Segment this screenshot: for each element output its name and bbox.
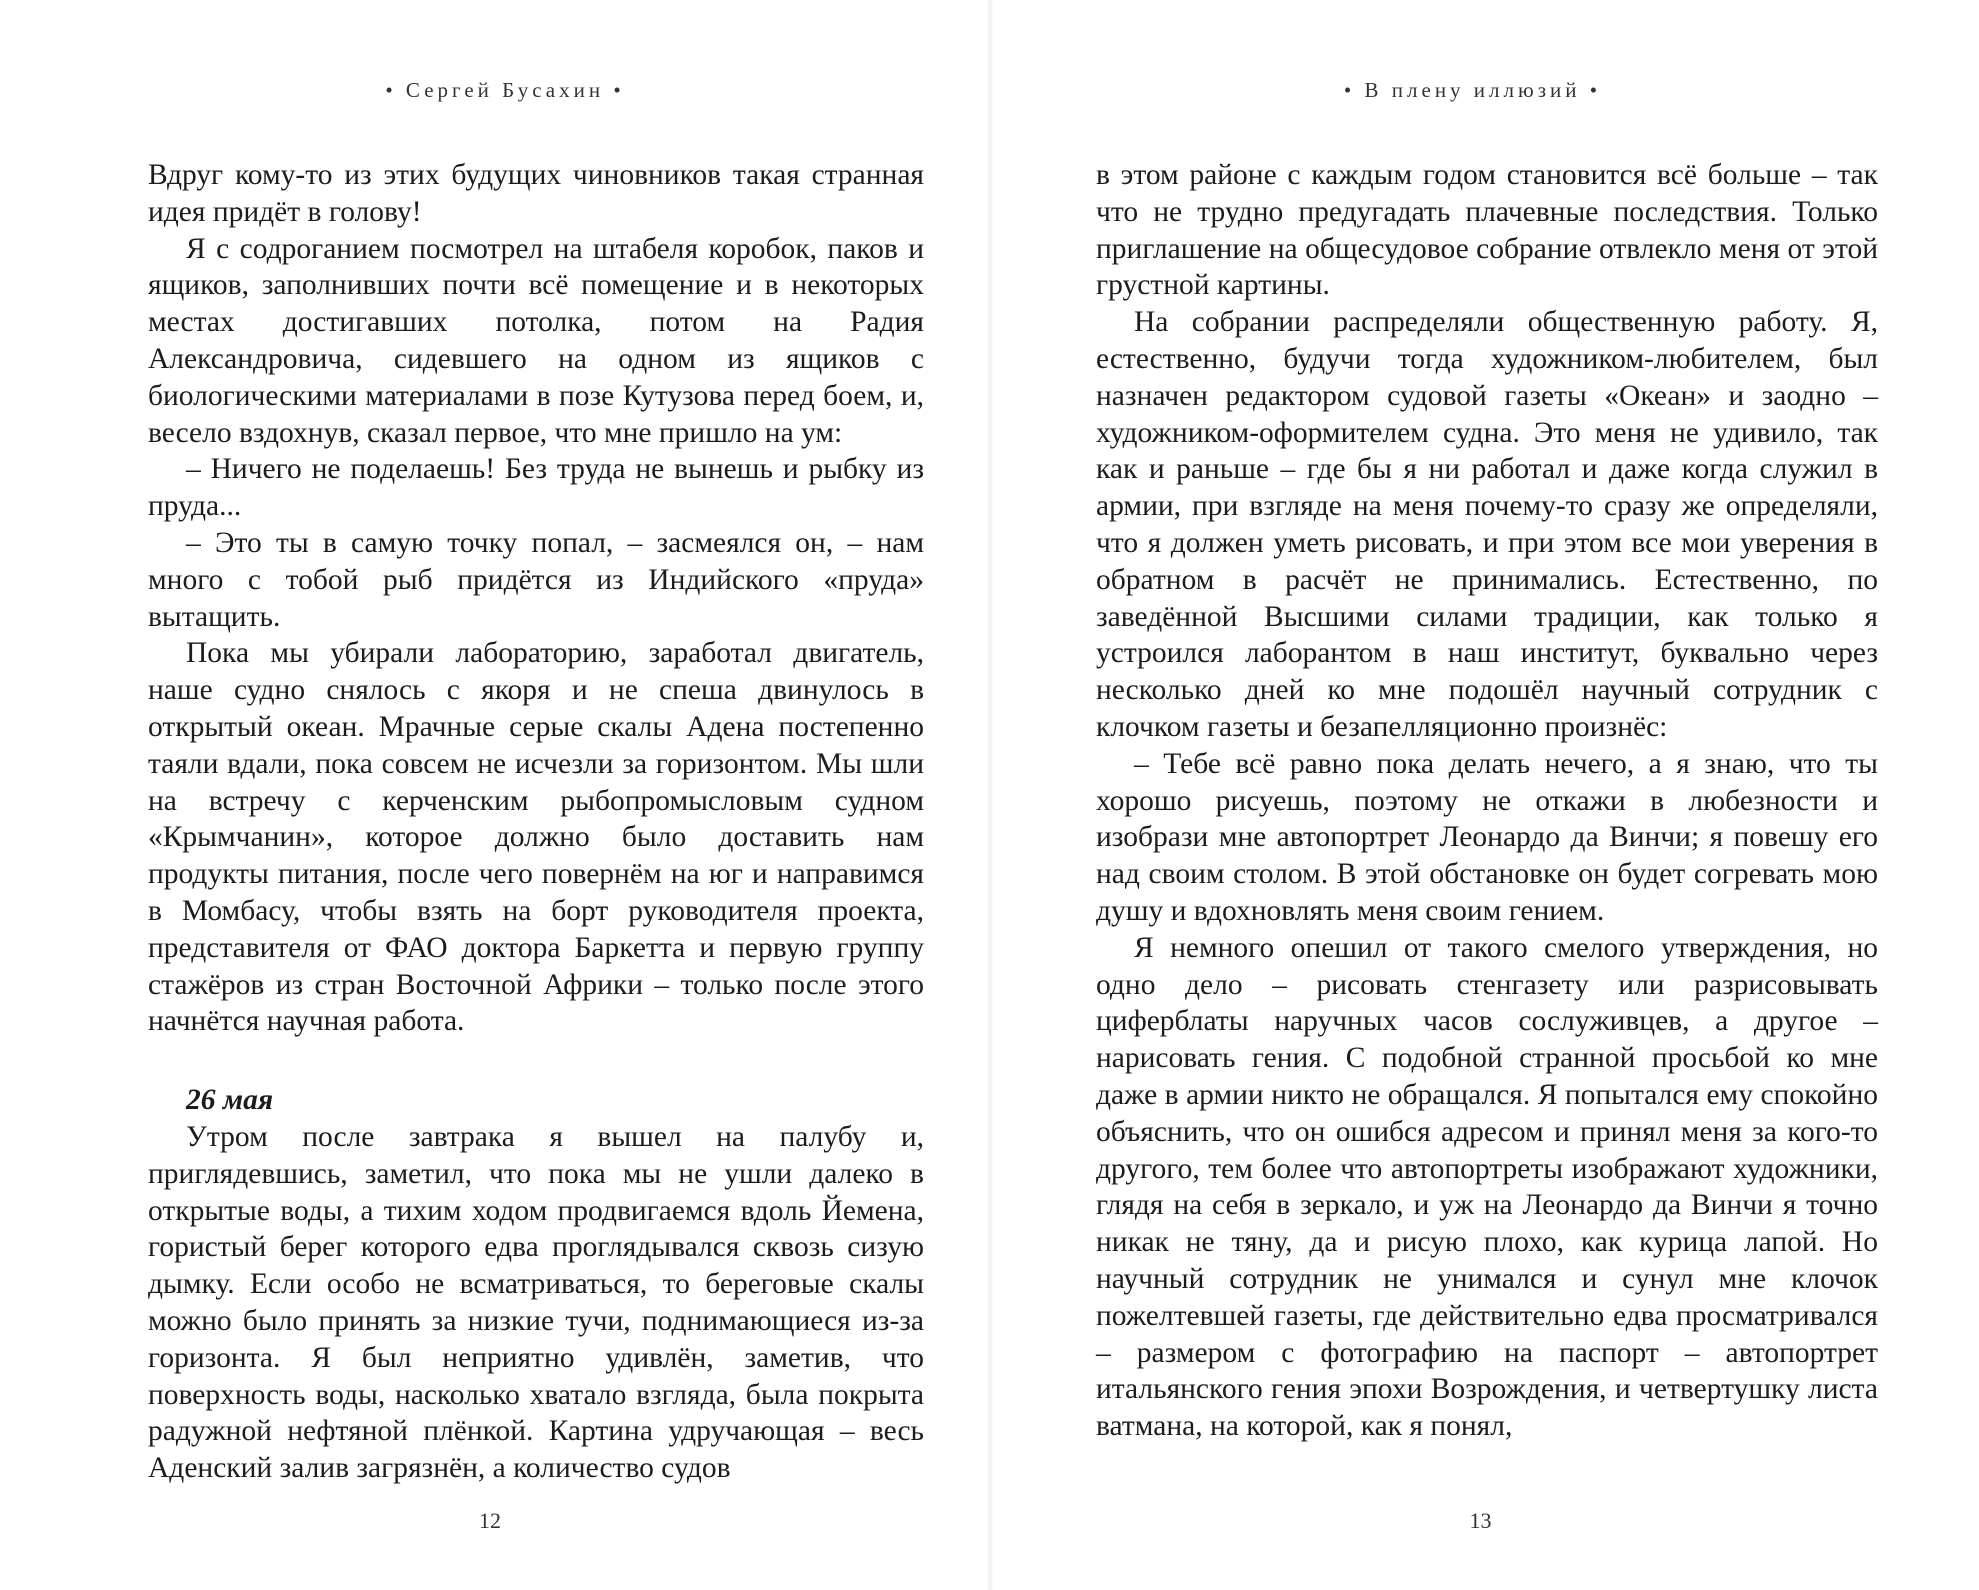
paragraph: Я с содроганием посмотрел на штабеля коробок, паков и ящиков, заполнивших почти всё помещение и в некоторых местах достигавших потолка, потом на Радия Александровича, сидевшего на одном из ящиков с биологическими материалами в позе Кутузова перед боем, и, весело вздохнув, сказал первое, что мне пришло на ум: (148, 232, 924, 449)
page-number: 12 (479, 1508, 501, 1533)
running-head-title: • В плену иллюзий • (1343, 78, 1602, 102)
page-number: 13 (1469, 1508, 1492, 1533)
paragraph: – Тебе всё равно пока делать нечего, а я знаю, что ты хорошо рисуешь, поэтому не откажи в любезности и изобрази мне автопортрет Леонардо да Винчи; я повешу его над своим столом. В этой обстановке он будет согревать мою душу и вдохновлять меня своим гением. (1096, 747, 1878, 927)
paragraph: – Ничего не поделаешь! Без труда не вынешь и рыбку из пруда... (148, 453, 924, 523)
paragraph: – Это ты в самую точку попал, – засмеялся он, – нам много с тобой рыб придётся из Индийского «пруда» вытащить. (148, 526, 924, 633)
right-page-text (1096, 157, 1878, 1445)
paragraph: Вдруг кому-то из этих будущих чиновников такая странная идея придёт в голову! (148, 159, 924, 228)
date-heading: 26 мая (186, 1084, 274, 1117)
running-head-author: • Сергей Бусахин • (385, 78, 625, 102)
paragraph: На собрании распределяли общественную работу. Я, естественно, будучи тогда художником-любителем, был назначен редактором судовой газеты «Океан» и заодно – художником-оформителем судна. Это меня не удивило, так как и раньше – где бы я ни работал и даже когда служил в армии, при взгляде на меня почему-то сразу же определяли, что я должен уметь рисовать, и при этом все мои уверения в обратном в расчёт не принимались. Естественно, по заведённой Высшими силами традиции, как только я устроился лаборантом в наш институт, буквально через несколько дней ко мне подошёл научный сотрудник с клочком газеты и безапелляционно произнёс: (1096, 306, 1878, 743)
paragraph: Утром после завтрака я вышел на палубу и, приглядевшись, заметил, что пока мы не ушли далеко в открытые воды, а тихим ходом продвигаемся вдоль Йемена, гористый берег которого едва проглядывался сквозь сизую дымку. Если особо не всматриваться, то береговые скалы можно было принять за низкие тучи, поднимающиеся из-за горизонта. Я был неприятно удивлён, заметив, что поверхность воды, насколько хватало взгляда, была покрыта радужной нефтяной плёнкой. Картина удручающая – весь Аденский залив загрязнён, а количество судов (148, 1120, 924, 1485)
paragraph: в этом районе с каждым годом становится всё больше – так что не трудно предугадать плачевные последствия. Только приглашение на общесудовое собрание отвлекло меня от этой грустной картины. (1096, 159, 1878, 302)
paragraph: Я немного опешил от такого смелого утверждения, но одно дело – рисовать стенгазету или разрисовывать циферблаты наручных часов сослуживцев, а другое – нарисовать гения. С подобной странной просьбой ко мне даже в армии никто не обращался. Я попытался ему спокойно объяснить, что он ошибся адресом и принял меня за кого-то другого, тем более что автопортреты изображают художники, глядя на себя в зеркало, и уж на Леонардо да Винчи я точно никак не тяну, да и рисую плохо, как курица лапой. Но научный сотрудник не унимался и сунул мне клочок пожелтевшей газеты, где действительно едва просматривался – размером с фотографию на паспорт – автопортрет итальянского гения эпохи Возрождения, и четвертушку листа ватмана, на которой, как я понял, (1096, 931, 1878, 1443)
paragraph: Пока мы убирали лабораторию, заработал двигатель, наше судно снялось с якоря и не спеша двинулось в открытый океан. Мрачные серые скалы Адена постепенно таяли вдали, пока совсем не исчезли за горизонтом. Мы шли на встречу с керченским рыбопромысловым судном «Крымчанин», которое должно было доставить нам продукты питания, после чего повернём на юг и направимся в Момбасу, чтобы взять на борт руководителя проекта, представителя от ФАО доктора Баркетта и первую группу стажёров из стран Восточной Африки – только после этого начнётся научная работа. (148, 637, 924, 1038)
left-page-text (148, 157, 924, 1487)
right-page (990, 0, 1979, 1590)
